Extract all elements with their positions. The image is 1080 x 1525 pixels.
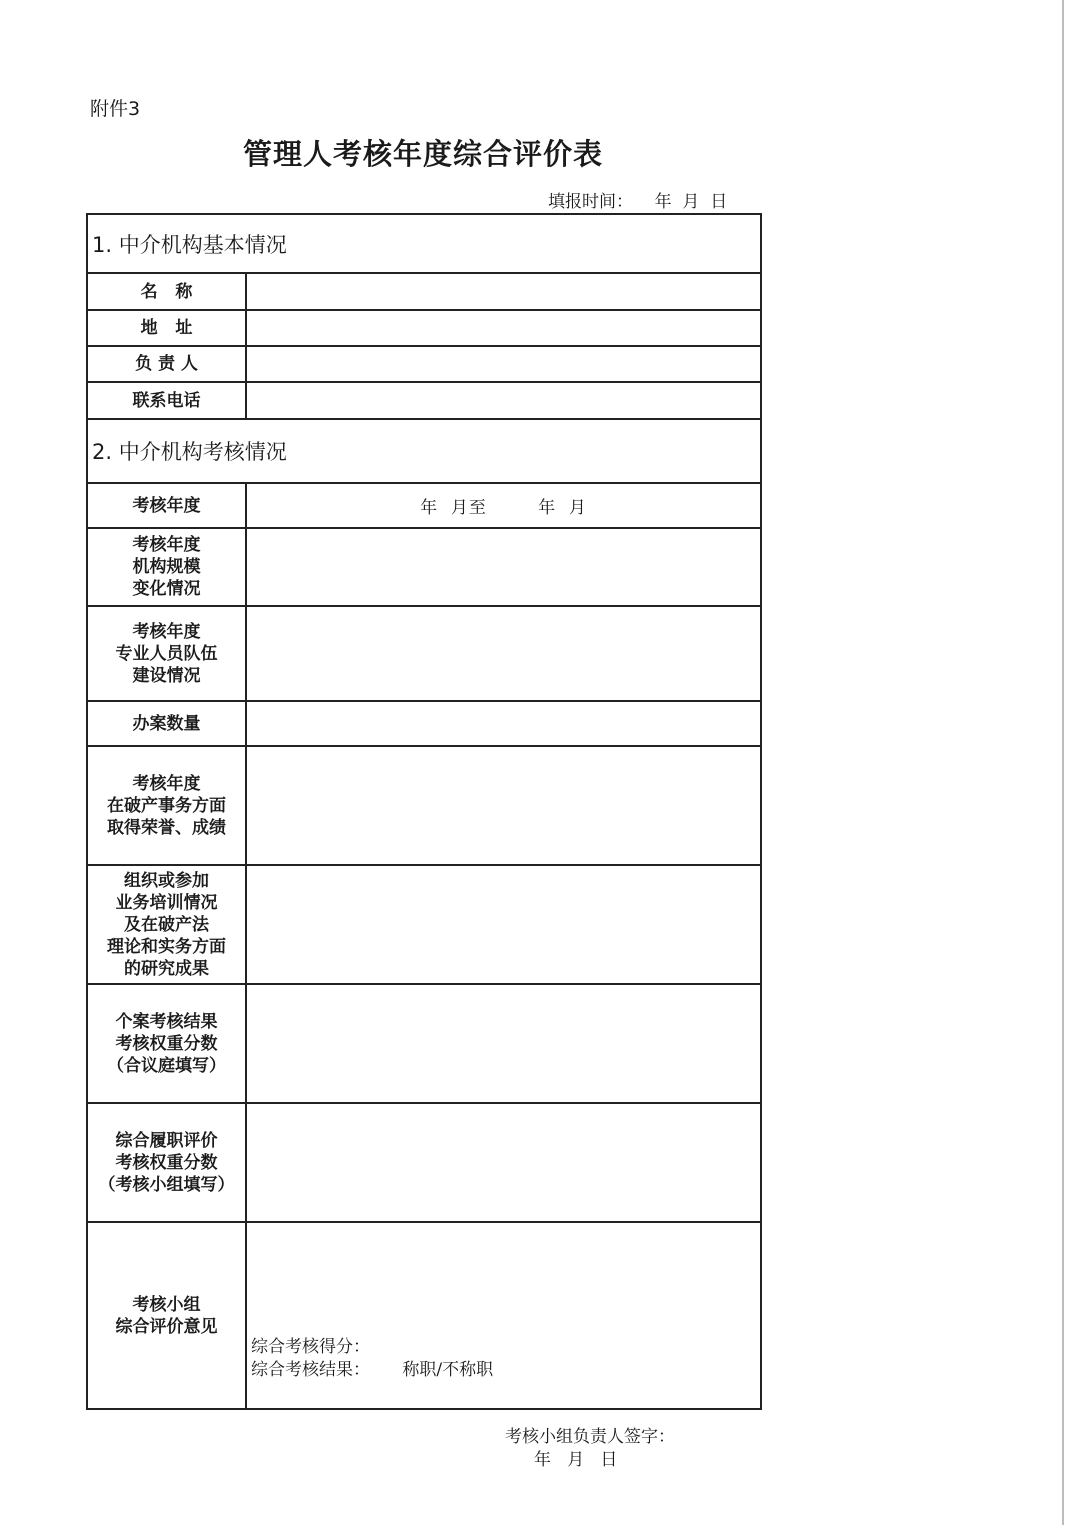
overall-score-field[interactable] bbox=[246, 1103, 761, 1222]
phone-field[interactable] bbox=[246, 382, 761, 419]
label-line: 考核年度 bbox=[132, 621, 201, 642]
table-row bbox=[87, 1222, 761, 1409]
training-research-field[interactable] bbox=[246, 865, 761, 984]
label-line: 考核年度 bbox=[132, 773, 201, 794]
section-1-heading: 1. 中介机构基本情况 bbox=[87, 214, 761, 273]
label-line: 考核权重分数 bbox=[115, 1033, 218, 1054]
case-score-field[interactable] bbox=[246, 984, 761, 1103]
table-row bbox=[87, 310, 761, 346]
evaluation-table bbox=[86, 213, 762, 1470]
section-2-header-row bbox=[87, 419, 761, 483]
label-line: 的研究成果 bbox=[124, 958, 209, 979]
table-row bbox=[87, 984, 761, 1103]
row-label bbox=[87, 606, 246, 701]
period-field[interactable]: 年 月至 年 月 bbox=[246, 483, 761, 528]
label-line: 考核小组 bbox=[132, 1294, 201, 1315]
signature-date: 年 月 日 bbox=[534, 1449, 618, 1470]
scan-edge-line bbox=[1062, 0, 1064, 1525]
label-line: 在破产事务方面 bbox=[107, 795, 226, 816]
label-line: 考核权重分数 bbox=[115, 1152, 218, 1173]
address-field[interactable] bbox=[246, 310, 761, 346]
name-label: 名 称 bbox=[87, 273, 246, 310]
person-in-charge-field[interactable] bbox=[246, 346, 761, 382]
label-line: 机构规模 bbox=[132, 557, 201, 577]
table-row bbox=[87, 606, 761, 701]
table-row bbox=[87, 273, 761, 310]
period-label: 考核年度 bbox=[87, 483, 246, 528]
label-line: 变化情况 bbox=[132, 579, 201, 599]
scale-change-field[interactable] bbox=[246, 528, 761, 606]
table-row bbox=[87, 865, 761, 984]
result-label: 综合考核结果： 称职/不称职 bbox=[251, 1359, 494, 1380]
label-line: 综合评价意见 bbox=[115, 1316, 218, 1337]
table-row bbox=[87, 746, 761, 865]
table-row bbox=[87, 382, 761, 419]
form-title: 管理人考核年度综合评价表 bbox=[243, 137, 604, 171]
final-opinion-label bbox=[87, 1222, 246, 1409]
phone-label: 联系电话 bbox=[87, 382, 246, 419]
row-label bbox=[87, 984, 246, 1103]
section-1-header-row bbox=[87, 214, 761, 273]
label-line: （考核小组填写） bbox=[98, 1174, 235, 1195]
fill-date-field[interactable]: 填报时间： 年 月 日 bbox=[548, 192, 728, 212]
final-opinion-field[interactable] bbox=[246, 1222, 761, 1470]
table-row bbox=[87, 483, 761, 528]
table-row bbox=[87, 528, 761, 606]
label-line: 考核年度 bbox=[132, 535, 201, 555]
label-line: 理论和实务方面 bbox=[107, 936, 226, 957]
label-line: 专业人员队伍 bbox=[115, 643, 218, 664]
label-line: 办案数量 bbox=[132, 713, 201, 734]
signature-label: 考核小组负责人签字： bbox=[505, 1426, 675, 1447]
label-line: 建设情况 bbox=[132, 665, 201, 686]
label-line: （合议庭填写） bbox=[107, 1055, 226, 1076]
row-label bbox=[87, 746, 246, 865]
label-line: 及在破产法 bbox=[124, 914, 209, 935]
table-row bbox=[87, 1103, 761, 1222]
label-line: 组织或参加 bbox=[124, 870, 209, 891]
section-2-heading: 2. 中介机构考核情况 bbox=[87, 419, 761, 483]
row-label bbox=[87, 528, 246, 606]
case-count-field[interactable] bbox=[246, 701, 761, 746]
label-line: 综合履职评价 bbox=[115, 1130, 218, 1151]
name-field[interactable] bbox=[246, 273, 761, 310]
address-label: 地 址 bbox=[87, 310, 246, 346]
team-building-field[interactable] bbox=[246, 606, 761, 701]
row-label bbox=[87, 701, 246, 746]
table-row bbox=[87, 346, 761, 382]
table-row bbox=[87, 701, 761, 746]
label-line: 取得荣誉、成绩 bbox=[107, 817, 226, 838]
label-line: 个案考核结果 bbox=[115, 1011, 218, 1032]
attachment-label: 附件3 bbox=[90, 98, 141, 120]
label-line: 业务培训情况 bbox=[115, 892, 218, 913]
honors-field[interactable] bbox=[246, 746, 761, 865]
score-label: 综合考核得分： bbox=[251, 1336, 370, 1357]
row-label bbox=[87, 1103, 246, 1222]
row-label bbox=[87, 865, 246, 984]
person-in-charge-label: 负 责 人 bbox=[87, 346, 246, 382]
